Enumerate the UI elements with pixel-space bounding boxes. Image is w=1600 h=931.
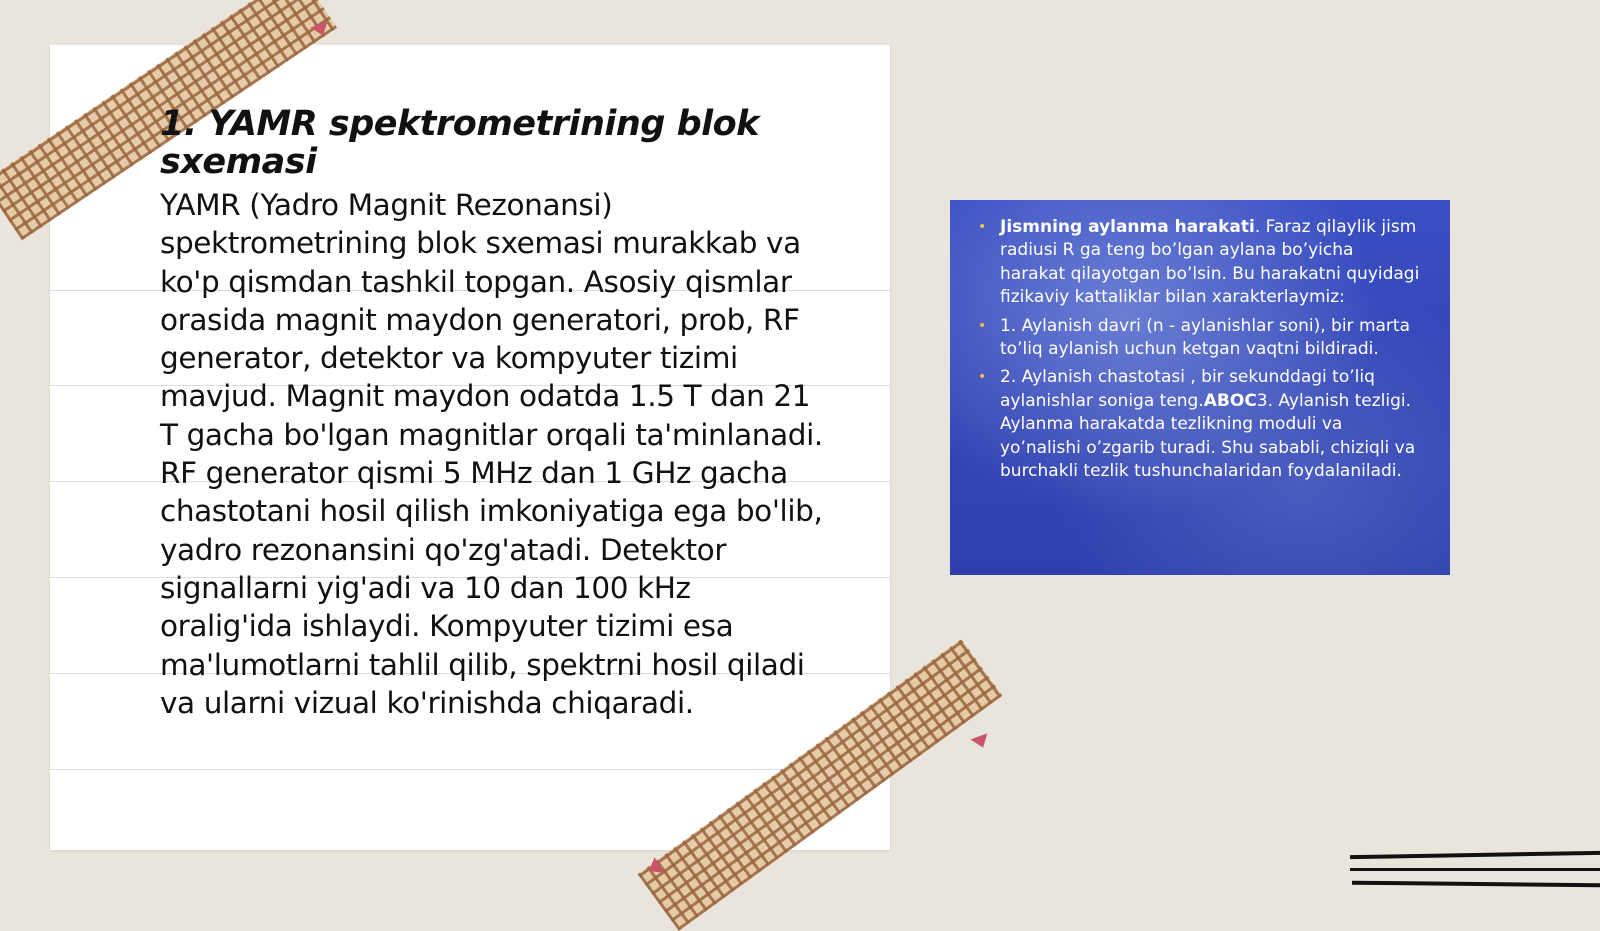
- panel-item-text: 2. Aylanish chastotasi , bir sekunddagi to’liq aylanishlar soniga teng.: [1000, 367, 1375, 411]
- bullet-icon: •: [978, 219, 987, 235]
- panel-bullet-item: [978, 315, 1424, 362]
- panel-item-text: 1. Aylanish davri (n - aylanishlar soni), bir marta to’liq aylanish uchun ketgan vaqtni bildiradi.: [1000, 315, 1411, 360]
- deco-line: [1352, 881, 1600, 888]
- pin-decoration: [970, 733, 991, 750]
- paper-rule-line: [50, 769, 890, 770]
- panel-item-bold: Jismning aylanma harakati: [1000, 217, 1255, 237]
- panel-bullet-item: [978, 216, 1424, 310]
- panel-item-text: . Faraz qilaylik jism radiusi R ga teng bo’lgan aylana bo’yicha harakat qilayotgan bo’lsin. Bu harakatni quyidagi fizikaviy kattaliklar bilan xarakterlaymiz:: [1000, 217, 1420, 308]
- slide-title: 1. YAMR spektrometrining blok sxemasi: [160, 104, 759, 182]
- bullet-icon: •: [978, 369, 987, 386]
- panel-bullet-item: [978, 366, 1424, 483]
- panel-item-bold: ABOC: [1203, 390, 1257, 411]
- panel-bullet-list: [978, 216, 1424, 483]
- deco-line: [1350, 851, 1600, 859]
- deco-line: [1350, 868, 1600, 871]
- slide-body-text: YAMR (Yadro Magnit Rezonansi) spektrometrining blok sxemasi murakkab va ko'p qismdan tashkil topgan. Asosiy qismlar orasida magnit maydon generatori, prob, RF generator, detektor va kompyuter tizimi mavjud. Magnit maydon odatda 1.5 T dan 21 T gacha bo'lgan magnitlar orqali ta'minlanadi. RF generator qismi 5 MHz dan 1 GHz gacha chastotani hosil qilish imkoniyatiga ega bo'lib, yadro rezonansini qo'zg'atadi. Detektor signallarni yig'adi va 10 dan 100 kHz oralig'ida ishlaydi. Kompyuter tizimi esa ma'lumotlarni tahlil qilib, spektrni hosil qiladi va ularni vizual ko'rinishda chiqaradi.: [160, 188, 823, 720]
- panel-item-text: 3. Aylanish tezligi. Aylanma harakatda tezlikning moduli va yo’nalishi o’zgarib turadi. Shu sababli, chiziqli va burchakli tezlik tushunchalaridan foydalaniladi.: [1000, 390, 1416, 482]
- blue-text-panel: [950, 200, 1450, 575]
- bullet-icon: •: [978, 317, 987, 334]
